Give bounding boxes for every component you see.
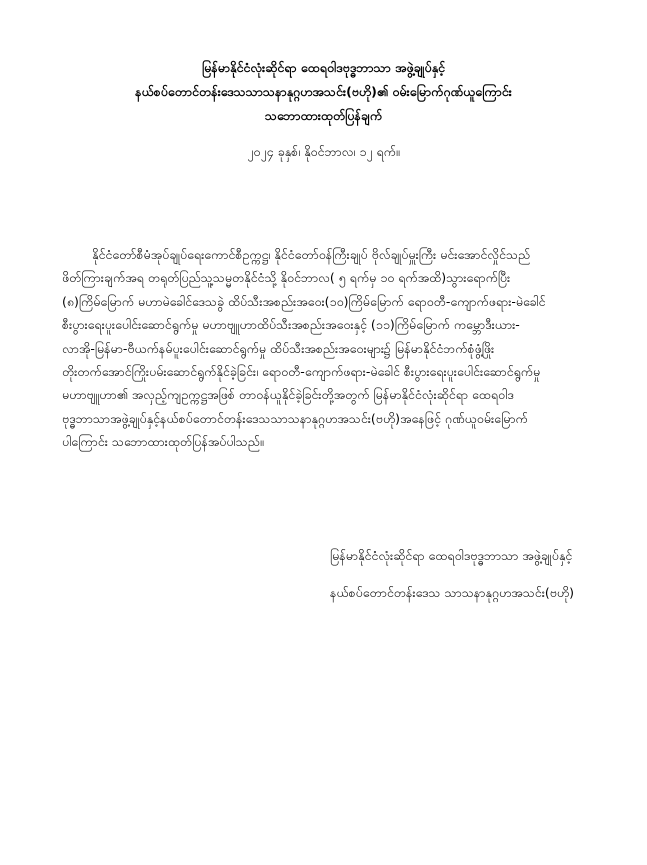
body-line-7: မဟာဗျူဟာ၏ အလှည့်ကျဥက္ကဋ္ဌအဖြစ် တာဝန်ယူနိုင်ခဲ့ခြင်းတို့အတွက် မြန်မာနိုင်ငံလုံးဆိုင်ရာ ထေရဝါဒ (62, 387, 514, 403)
body-line-3: (၈)ကြိမ်မြောက် မဟာမဲခေါင်ဒေသခွဲ ထိပ်သီးအစည်းအဝေး(၁၀)ကြိမ်မြောက် ရောဝတီ-ကျောက်ဖရား-မဲခေါင် (62, 293, 546, 309)
body-line-6: တိုးတက်အောင်ကြိုးပမ်းဆောင်ရွက်နိုင်ခဲ့ခြင်း၊ ရောဝတီ-ကျောက်ဖရား-မဲခေါင် စီးပွားရေးပူးပေါင်းဆောင်ရွက်မှု (62, 364, 541, 380)
title-line-2: နယ်စပ်တောင်တန်းဒေသသာသနာနုဂ္ဂဟအသင်း(ဗဟို)၏ ဝမ်းမြောက်ဂုဏ်ယူကြောင်း (135, 84, 512, 99)
signature-line-1: မြန်မာနိုင်ငံလုံးဆိုင်ရာ ထေရဝါဒဗုဒ္ဓဘာသာ အဖွဲ့ချုပ်နှင့် (330, 548, 573, 563)
body-line-4: စီးပွားရေးပူးပေါင်းဆောင်ရွက်မှု မဟာဗျူဟာထိပ်သီးအစည်းအဝေးနှင့် (၁၁)ကြိမ်မြောက် ကမ္ဘောဒီးယား- (62, 317, 520, 333)
body-line-1: နိုင်ငံတော်စီမံအုပ်ချုပ်ရေးကောင်စီဥက္ကဋ္ဌ၊ နိုင်ငံတော်ဝန်ကြီးချုပ် ဗိုလ်ချုပ်မှူးကြီး မင်းအောင်လှိုင်သည် (92, 247, 531, 262)
title-line-1: မြန်မာနိုင်ငံလုံးဆိုင်ရာ ထေရဝါဒဗုဒ္ဓဘာသာ အဖွဲ့ချုပ်နှင့် (202, 60, 445, 75)
statement-date: ၂၀၂၄ ခုနှစ်၊ နိုဝင်ဘာလ၊ ၁၂ ရက်။ (247, 144, 400, 159)
title-line-3: သဘောထားထုတ်ပြန်ချက် (264, 108, 383, 123)
statement-body (62, 243, 592, 454)
body-line-8: ဗုဒ္ဓဘာသာအဖွဲ့ချုပ်နှင့်နယ်စပ်တောင်တန်းဒေသသာသနာနုဂ္ဂဟအသင်း(ဗဟို)အနေဖြင့် ဂုဏ်ယူဝမ်းမြောက် (62, 410, 528, 426)
signature-block (330, 537, 610, 611)
signature-line-2: နယ်စပ်တောင်တန်းဒေသ သာသနာနုဂ္ဂဟအသင်း(ဗဟို) (330, 585, 575, 600)
statement-header (60, 56, 587, 162)
body-line-5: လာအို-မြန်မာ-ဗီယက်နမ်ပူးပေါင်းဆောင်ရွက်မှု ထိပ်သီးအစည်းအဝေးများ၌ မြန်မာနိုင်ငံဘက်စုံဖွံ့ဖြိုး (62, 340, 495, 356)
body-line-9: ပါကြောင်း သဘောထားထုတ်ပြန်အပ်ပါသည်။ (62, 434, 264, 450)
body-line-2: ဖိတ်ကြားချက်အရ တရုတ်ပြည်သူ့သမ္မတနိုင်ငံသို့ နိုဝင်ဘာလ( ၅ ရက်မှ ၁၀ ရက်အထိ)သွားရောက်ပြီး (62, 270, 511, 286)
